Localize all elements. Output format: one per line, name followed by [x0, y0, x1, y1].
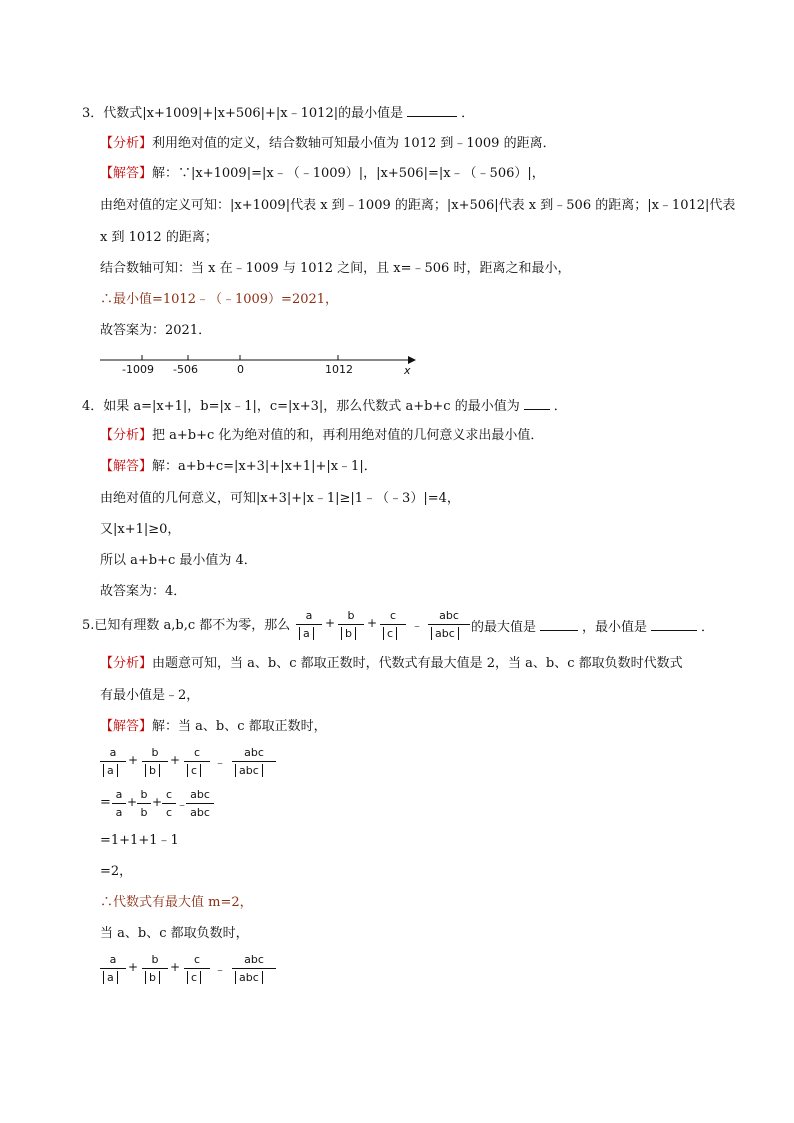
frac-bar: [232, 968, 276, 969]
q5-step6: 当 a、b、c 都取负数时，: [100, 926, 249, 941]
q5-stem-a: 5.已知有理数 a,b,c 都不为零，那么: [82, 618, 291, 633]
q3-answer-text: 解：∵|x+1009|=|x﹣（﹣1009）|，|x+506|=|x﹣（﹣506）|，: [152, 166, 545, 181]
q4-answer-text: 解：a+b+c=|x+3|+|x+1|+|x﹣1|．: [152, 459, 377, 474]
frac-bar: [338, 624, 364, 625]
q3-stem-text: 3．代数式|x+1009|+|x+506|+|x﹣1012|的最小值是: [82, 106, 404, 121]
frac-num: b: [151, 746, 159, 759]
frac-bar: [100, 968, 126, 969]
q4-stem: [82, 397, 567, 415]
frac-abc-abs: [232, 953, 276, 989]
frac-num: b: [347, 609, 355, 622]
frac-bar: [428, 624, 470, 625]
frac-num: c: [165, 788, 173, 801]
op-plus: +: [128, 753, 139, 767]
q3-answer-tag: 【解答】: [100, 166, 153, 181]
q3-line4: 结合数轴可知：当 x 在﹣1009 与 1012 之间，且 x=﹣506 时，距离之和最小，: [100, 261, 571, 276]
frac-b-abs: [142, 953, 168, 989]
q4-analysis-text: 把 a+b+c 化为绝对值的和，再利用绝对值的几何意义求出最小值．: [152, 428, 544, 443]
q5-step4: =2，: [100, 864, 133, 879]
frac-num: a: [109, 746, 117, 759]
frac-bar: [137, 803, 151, 804]
op-plus: +: [170, 960, 181, 974]
q3-stem-end: ．: [461, 106, 475, 121]
frac-num: abc: [439, 609, 459, 622]
frac-den: c: [187, 764, 201, 777]
q5-stem-min-text: ，最小值是: [582, 620, 648, 635]
frac-bar: [112, 803, 126, 804]
q3-analysis: [100, 136, 556, 152]
frac-num: c: [193, 746, 201, 759]
frac-den: c: [165, 806, 173, 819]
op-plus: +: [170, 753, 181, 767]
frac-c-c: [162, 788, 176, 824]
frac-den: a: [103, 764, 118, 777]
q5-step5: ∴代数式有最大值 m=2，: [100, 895, 253, 910]
frac-num: b: [151, 953, 159, 966]
q5-stem-plus1: +: [325, 616, 336, 630]
frac-c-abs: [184, 746, 210, 782]
frac-b-abs: [142, 746, 168, 782]
frac-bar: [100, 761, 126, 762]
axis-arrow: [408, 356, 416, 364]
q3-answer-blank[interactable]: [407, 104, 457, 117]
q5-stem-end: ．: [701, 620, 715, 635]
frac-den: c: [383, 627, 397, 640]
q4-answer-line1: [100, 459, 377, 475]
frac-num: a: [305, 609, 313, 622]
frac-num: abc: [244, 953, 264, 966]
frac-den: abc: [235, 971, 263, 984]
q5-answer-tag: 【解答】: [100, 719, 153, 734]
q5-max-blank[interactable]: [540, 618, 578, 631]
op-equals: =: [100, 795, 111, 810]
q3-line5: ∴最小值=1012﹣（﹣1009）=2021，: [100, 292, 339, 307]
q3-line6: 故答案为：2021．: [100, 323, 212, 338]
q4-line2: 由绝对值的几何意义，可知|x+3|+|x﹣1|≥|1﹣（﹣3）|=4，: [100, 491, 460, 506]
frac-abc-abc: [186, 788, 214, 824]
q5-stem-frac-a: [296, 609, 322, 645]
frac-bar: [232, 761, 276, 762]
q3-stem: [82, 104, 474, 122]
q5-analysis-text: 由题意可知，当 a、b、c 都取正数时，代数式有最大值是 2，当 a、b、c 都取负数时代数式: [152, 656, 683, 671]
frac-num: abc: [190, 788, 210, 801]
frac-den: abc: [190, 806, 210, 819]
frac-den: abc: [431, 627, 459, 640]
q3-analysis-tag: 【分析】: [100, 136, 153, 151]
q4-stem-text: 4．如果 a=|x+1|，b=|x﹣1|，c=|x+3|，那么代数式 a+b+c 的最小值为: [82, 399, 520, 414]
q4-answer-tag: 【解答】: [100, 459, 153, 474]
tick-label-506: -506: [173, 363, 198, 376]
tick-label-1009: -1009: [122, 363, 154, 376]
frac-den: c: [187, 971, 201, 984]
frac-bar: [184, 968, 210, 969]
frac-den: abc: [235, 764, 263, 777]
q5-analysis-1: [100, 656, 683, 672]
q4-line3: 又|x+1|≥0，: [100, 522, 181, 537]
q5-stem-minus: ﹣: [411, 618, 424, 632]
frac-den: a: [115, 806, 123, 819]
q3-answer-line1: [100, 166, 545, 182]
q4-answer-blank[interactable]: [524, 397, 550, 410]
frac-bar: [142, 968, 168, 969]
frac-a-abs: [100, 953, 126, 989]
frac-bar: [380, 624, 406, 625]
frac-num: a: [109, 953, 117, 966]
frac-num: c: [193, 953, 201, 966]
tick-label-1012: 1012: [325, 363, 353, 376]
op-plus: +: [127, 795, 138, 809]
frac-den: b: [341, 627, 356, 640]
q5-stem-plus2: +: [367, 616, 378, 630]
frac-b-b: [137, 788, 151, 824]
op-minus: ﹣: [214, 962, 227, 976]
frac-bar: [186, 803, 214, 804]
frac-den: b: [145, 971, 160, 984]
q5-stem-b: [471, 618, 714, 636]
frac-den: b: [140, 806, 148, 819]
expr-positive-abs: [100, 746, 300, 782]
frac-den: a: [103, 971, 118, 984]
op-plus: +: [152, 795, 163, 809]
q5-answer-text: 解：当 a、b、c 都取正数时，: [152, 719, 327, 734]
q5-stem-frac-b: [338, 609, 364, 645]
frac-bar: [142, 761, 168, 762]
op-plus: +: [128, 960, 139, 974]
frac-bar: [162, 803, 176, 804]
q3-analysis-text: 利用绝对值的定义，结合数轴可知最小值为 1012 到﹣1009 的距离．: [152, 136, 556, 151]
q3-line3: x 到 1012 的距离；: [100, 230, 218, 245]
frac-num: abc: [244, 746, 264, 759]
frac-abc-abs: [232, 746, 276, 782]
q4-line5: 故答案为：4．: [100, 584, 187, 599]
frac-num: a: [115, 788, 123, 801]
frac-bar: [184, 761, 210, 762]
frac-num: b: [140, 788, 148, 801]
q4-line4: 所以 a+b+c 最小值为 4．: [100, 553, 257, 568]
expr-positive-simplified: [100, 788, 300, 824]
op-minus: ﹣: [214, 755, 227, 769]
q5-step3: =1+1+1﹣1: [100, 833, 179, 848]
op-minus: ﹣: [176, 797, 189, 811]
q3-line2: 由绝对值的定义可知：|x+1009|代表 x 到﹣1009 的距离；|x+506|代表 x 到﹣506 的距离；|x﹣1012|代表: [100, 198, 736, 213]
axis-var-label: x: [404, 364, 411, 377]
frac-c-abs: [184, 953, 210, 989]
q5-stem-frac-abc: [428, 609, 470, 645]
q5-min-blank[interactable]: [651, 618, 697, 631]
q4-stem-end: ．: [553, 399, 567, 414]
tick-label-0: 0: [237, 363, 244, 376]
frac-den: a: [299, 627, 314, 640]
q5-analysis-2: 有最小值是﹣2，: [100, 688, 200, 703]
expr-negative-abs: [100, 953, 300, 989]
q5-stem-max-text: 的最大值是: [471, 620, 537, 635]
frac-a-a: [112, 788, 126, 824]
q4-analysis: [100, 428, 543, 444]
number-line: [100, 350, 420, 380]
q5-stem-frac-c: [380, 609, 406, 645]
frac-bar: [296, 624, 322, 625]
q4-analysis-tag: 【分析】: [100, 428, 153, 443]
q5-answer-line1: [100, 719, 327, 735]
frac-num: c: [389, 609, 397, 622]
frac-den: b: [145, 764, 160, 777]
q5-analysis-tag: 【分析】: [100, 656, 153, 671]
frac-a-abs: [100, 746, 126, 782]
